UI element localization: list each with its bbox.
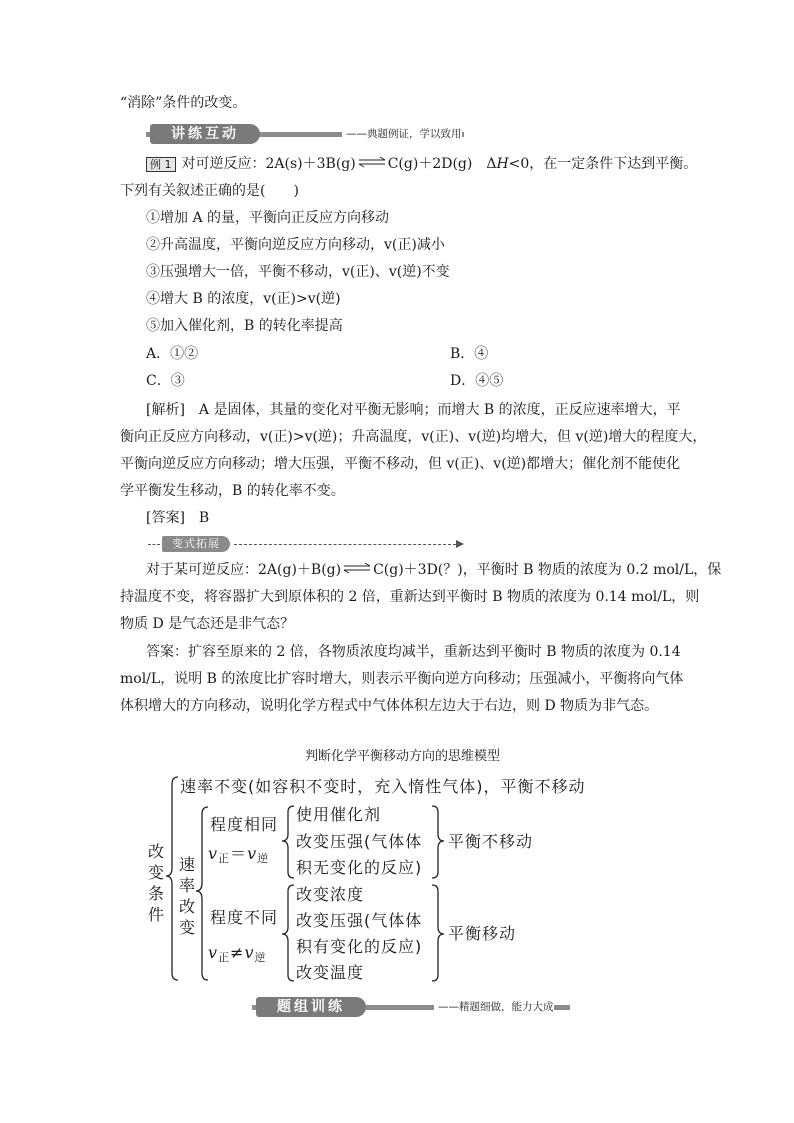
variant-question-line2: 持温度不变，将容器扩大到原体积的 2 倍，重新达到平衡时 B 物质的浓度为 0.14 mol/L，则 [120, 589, 700, 605]
same-item-3: 积无变化的反应) [296, 858, 423, 877]
divider-arrow-icon [456, 540, 464, 548]
example-badge: 例 1 [146, 157, 176, 172]
statement-4: ④增大 B 的浓度，v(正)>v(逆) [146, 291, 341, 307]
variant-question-line3: 物质 D 是气态还是非气态？ [120, 616, 295, 632]
model-rate-changed: 速率改变 [178, 855, 195, 937]
example-answer: [答案] B [146, 510, 210, 526]
diff-item-1: 改变浓度 [296, 885, 365, 904]
model-rate-unchanged: 速率不变(如容积不变时，充入惰性气体)，平衡不移动 [180, 777, 586, 796]
analysis-line-2: 衡向正反应方向移动，v(正)>v(逆)；升高温度，v(正)、v(逆)均增大，但 v(逆)增大的程度大， [120, 429, 707, 445]
variant-divider-left [148, 544, 160, 545]
analysis-line-3: 平衡向逆反应方向移动；增大压强，平衡不移动，但 v(正)、v(逆)都增大；催化剂不能使化 [120, 456, 681, 472]
equilibrium-arrow-icon [358, 156, 386, 168]
option-c: C．③ [146, 373, 185, 389]
example-stem-line1: 例 1 对可逆反应：2A(s)＋3B(g) C(g)＋2D(g) ΔH<0，在一定条件下达到平衡。 [146, 154, 697, 174]
equilibrium-arrow-icon [343, 562, 371, 574]
option-a: A．①② [146, 346, 199, 362]
diff-item-3: 积有变化的反应) [296, 937, 423, 956]
banner-subtitle: ——精题细做，能力大成 [434, 999, 554, 1015]
analysis-line-1: [解析] A 是固体，其量的变化对平衡无影响；而增大 B 的浓度，正反应速率增大，平 [146, 402, 681, 418]
statement-1: ①增加 A 的量，平衡向正反应方向移动 [146, 210, 390, 226]
variant-divider-right [234, 544, 456, 545]
analysis-line-4: 学平衡发生移动，B 的转化率不变。 [120, 483, 345, 499]
example-stem-line2: 下列有关叙述正确的是( ) [120, 183, 299, 199]
model-diff-equation: v正≠v逆 [208, 943, 267, 964]
model-root: 改变条件 [147, 842, 164, 924]
model-same-degree: 程度相同 [210, 815, 279, 834]
rate-brace [196, 807, 208, 980]
variant-answer-line1: 答案：扩容至原来的 2 倍，各物质浓度均减半，重新达到平衡时 B 物质的浓度为 0.14 [146, 644, 681, 660]
diff-item-4: 改变温度 [296, 963, 365, 982]
diff-left-brace [282, 885, 294, 981]
diff-right-brace [432, 885, 444, 981]
variant-question-line1: 对于某可逆反应：2A(g)＋B(g) C(g)＋3D(？)，平衡时 B 物质的浓度为 0.2 mol/L，保 [146, 562, 722, 578]
variant-answer-line2: mol/L，说明 B 的浓度比扩容时增大，则表示平衡向逆方向移动；压强减小，平衡将向气体 [120, 671, 684, 687]
same-right-brace [432, 806, 444, 878]
section-banner-practice [146, 124, 464, 144]
section-banner-training [252, 997, 570, 1017]
statement-5: ⑤加入催化剂，B 的转化率提高 [146, 318, 343, 334]
statement-2: ②升高温度，平衡向逆反应方向移动，v(正)减小 [146, 237, 445, 253]
model-title: 判断化学平衡移动方向的思维模型 [305, 749, 501, 764]
same-item-2: 改变压强(气体体 [296, 832, 423, 851]
same-result: 平衡不移动 [448, 832, 534, 851]
variant-tab: 变式拓展 [162, 536, 230, 552]
banner-title: 讲练互动 [150, 124, 260, 144]
intro-line: “消除”条件的改变。 [120, 95, 247, 111]
banner-title: 题组训练 [256, 997, 366, 1017]
model-diff-degree: 程度不同 [210, 908, 279, 927]
same-item-1: 使用催化剂 [296, 805, 382, 824]
option-d: D．④⑤ [450, 373, 504, 389]
diff-result: 平衡移动 [448, 924, 517, 943]
diff-item-2: 改变压强(气体体 [296, 911, 423, 930]
variant-answer-line3: 体积增大的方向移动，说明化学方程式中气体体积左边大于右边，则 D 物质为非气态。 [120, 698, 659, 714]
banner-subtitle: ——典题例证，学以致用 [342, 126, 462, 142]
model-same-equation: v正＝v逆 [208, 844, 270, 865]
same-left-brace [282, 806, 294, 878]
option-b: B．④ [450, 346, 489, 362]
statement-3: ③压强增大一倍，平衡不移动，v(正)、v(逆)不变 [146, 264, 450, 280]
